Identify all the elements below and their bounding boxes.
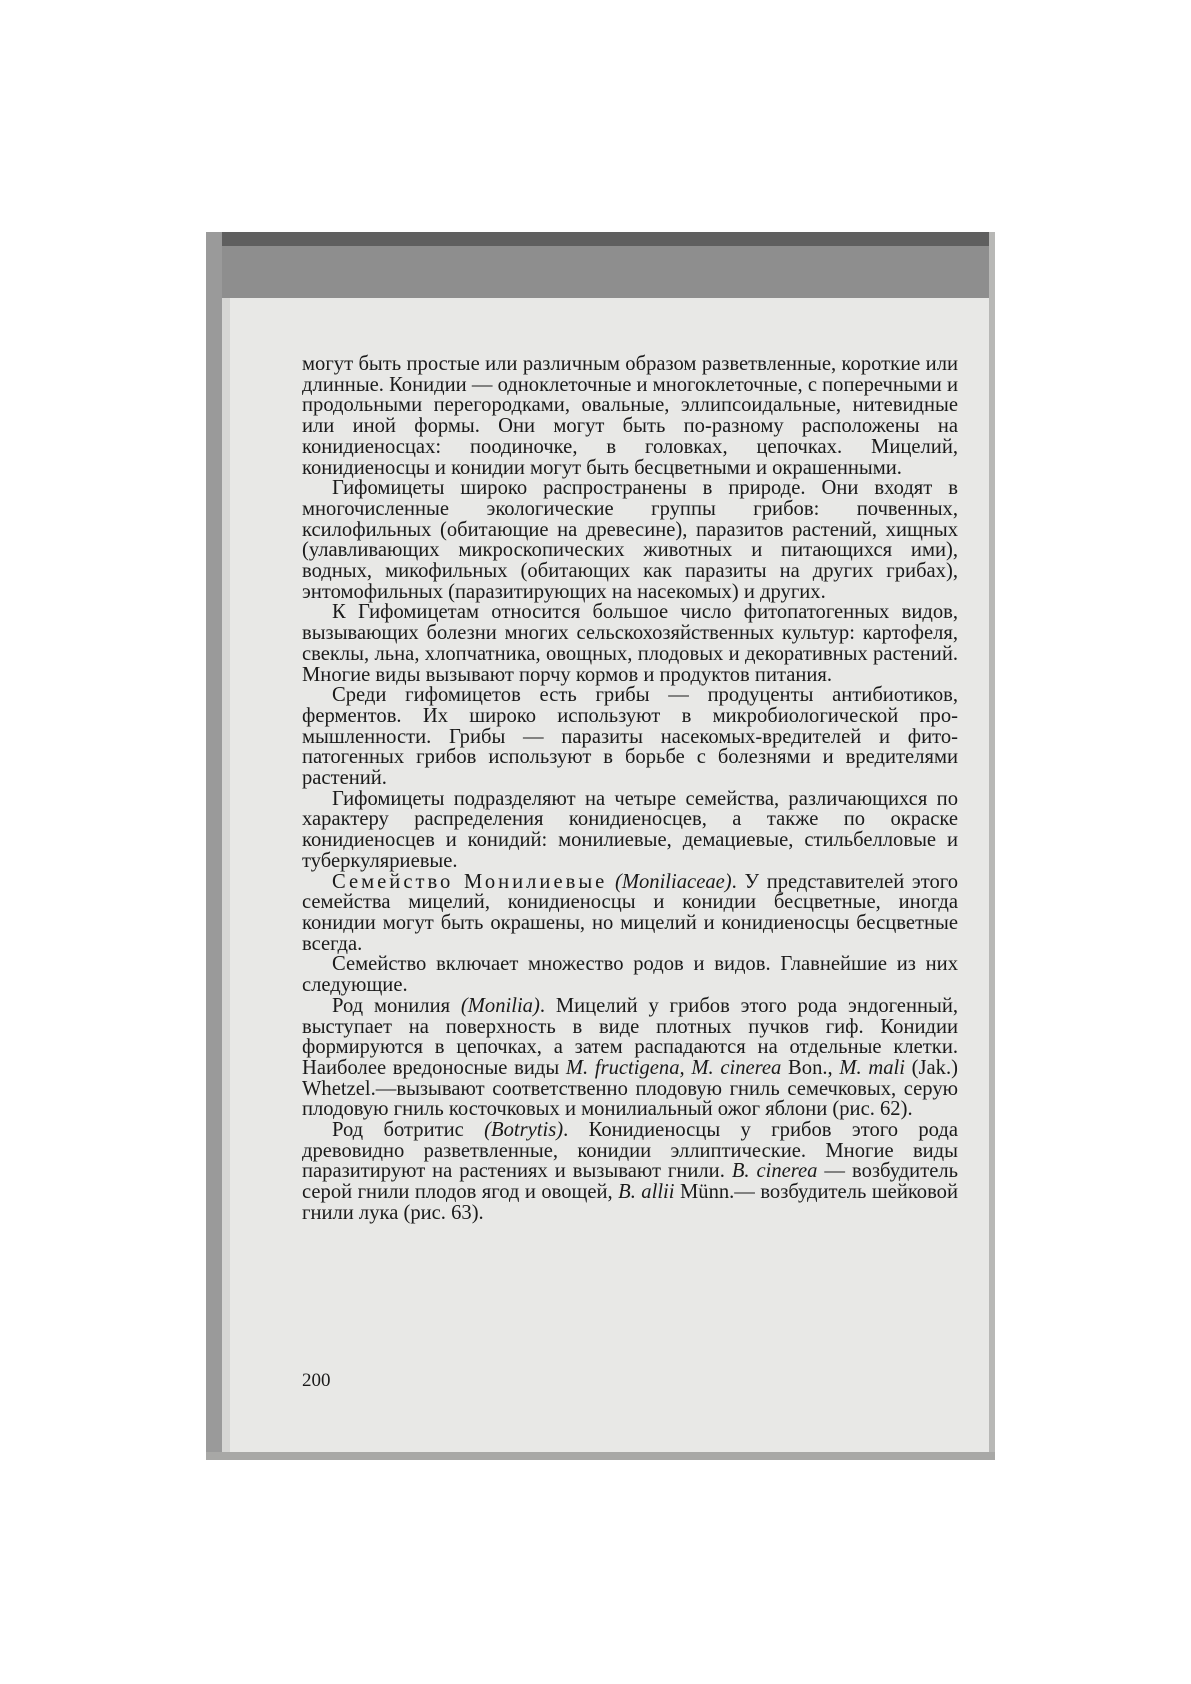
italic-term: B. cinerea (731, 1160, 818, 1183)
paragraph (302, 602, 958, 685)
text-run (607, 871, 615, 893)
body-text (302, 354, 958, 1224)
text-run: Гифомицеты широко распространены в природе. Они входят в многочисленные экологические группы грибов: почвенных, ксилофильных (обитающие на древесине), паразитов растений, хищных (улавливающих микроскопических животных и питающихся ими), водных, микофильных (обитающих как паразиты на других грибах), энтомофильных (паразитирующих на насекомых) и других. (302, 477, 958, 603)
scan-shadow-left-inner (222, 298, 230, 1460)
text-run: К Гифомицетам относится большое число фитопатогенных видов, вызывающих болезни многих сельскохозяйственных культур: картофеля, свеклы, льна, хлопчатника, овощных, плодовых и декоративных растений. Многие виды вызывают порчу кормов и продуктов питания. (302, 601, 958, 686)
paragraph (302, 1120, 958, 1224)
scanned-page (206, 232, 995, 1460)
scan-shadow-strip (206, 232, 995, 246)
italic-term: (Moniliaceae) (614, 870, 732, 893)
text-run: Bon., (781, 1056, 840, 1079)
text-run: Среди гифомицетов есть грибы — продуценты антибиотиков, ферментов. Их широко используют в микробиологической промышленности. Грибы — паразиты насекомых-вредителей и фитопатогенных грибов используют в борьбе с болезнями и вредителями растений. (302, 684, 958, 790)
text-run: . Конидиеносцы у грибов этого рода древовидно разветвленные, конидии эллиптические. Многие виды паразитируют на растениях и вызывают гнили. (302, 1119, 959, 1183)
paragraph (302, 354, 958, 478)
spaced-heading: Семейство Монилиевые (332, 870, 608, 893)
text-run: . У представителей этого семейства мицелий, конидиеносцы и конидии бесцветные, иногда конидии могут быть окрашены, но мицелий и конидиеносцы бесцветные всегда. (302, 870, 959, 955)
scan-shadow-right (989, 232, 995, 1460)
paragraph (302, 478, 958, 602)
paragraph (302, 996, 958, 1120)
paragraph (302, 789, 958, 872)
italic-term: B. allii (618, 1181, 675, 1204)
paragraph (302, 954, 958, 995)
text-run: Семейство включает множество родов и видов. Главнейшие из них следующие. (302, 953, 958, 997)
scan-shadow-left (206, 232, 222, 1460)
italic-term: M. mali (839, 1056, 905, 1079)
page-number: 200 (302, 1370, 331, 1391)
text-run: (Jak.) Whetzel.—вызывают соответственно плодовую гниль семечковых, серую плодовую гниль косточковых и монилиальный ожог яблони (рис. 62). (302, 1056, 958, 1121)
text-run: могут быть простые или различным образом разветвленные, короткие или длинные. Конидии — одноклеточные и многоклеточные, с поперечными и продольными перегородками, овальные, эллипсоидальные, нитевидные или иной формы. Они могут быть по-разному расположены на конидиеносцах: поодиночке, в головках, цепочках. Мицелий, конидиеносцы и конидии могут быть бесцветными и окрашенными. (302, 353, 958, 479)
italic-term: M. fructigena, M. cinerea (565, 1056, 782, 1079)
text-run: . Мицелий у грибов этого рода эндогенный, выступает на поверхность в виде плотных пучков гиф. Конидии формируются в цепочках, а затем распадаются на отдельные клетки. Наиболее вредоносные виды (302, 994, 958, 1079)
text-run: Род ботритис (332, 1119, 485, 1142)
text-run: Род монилия (332, 994, 461, 1017)
paragraph (302, 872, 958, 955)
italic-term: (Botrytis) (484, 1119, 564, 1142)
scan-shadow-top (206, 232, 995, 298)
scan-shadow-bottom (206, 1452, 995, 1460)
text-run: Münn.— возбудитель шейковой гнили лука (рис. 63). (302, 1181, 958, 1224)
italic-term: (Monilia) (460, 994, 540, 1017)
text-run: Гифомицеты подразделяют на четыре семейства, различающихся по характеру распределения конидиеносцев, а также по окраске конидиеносцев и конидий: монилиевые, демациевые, стильбелловые и туберкуляриевые. (302, 787, 958, 872)
text-run: — возбудитель серой гнили плодов ягод и овощей, (302, 1160, 958, 1204)
paragraph (302, 685, 958, 789)
